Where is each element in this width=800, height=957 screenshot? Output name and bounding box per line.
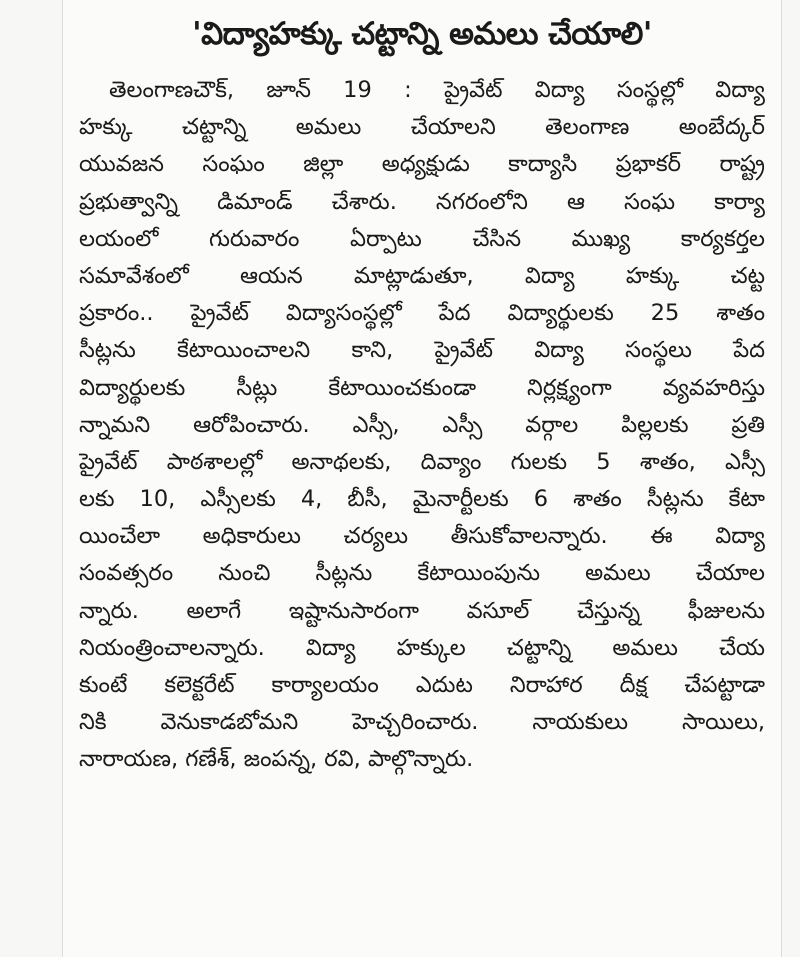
- article-line: యువజన సంఘం జిల్లా అధ్యక్షుడు కాద్యాసి ప్రభాకర్ రాష్ట్ర: [79, 151, 765, 178]
- article-line: ప్రభుత్వాన్ని డిమాండ్ చేశారు. నగరంలోని ఆ సంఘ కార్యా: [79, 188, 765, 215]
- article-line: విద్యార్థులకు సీట్లు కేటాయించకుండా నిర్లక్ష్యంగా వ్యవహరిస్తు: [79, 374, 765, 401]
- article-line: లకు 10, ఎస్సీలకు 4, బీసీ, మైనార్టీలకు 6 శాతం సీట్లను కేటా: [79, 486, 765, 513]
- article-line: లయంలో గురువారం ఏర్పాటు చేసిన ముఖ్య కార్యకర్తల: [79, 225, 765, 252]
- article-line: యించేలా అధికారులు చర్యలు తీసుకోవాలన్నారు. ఈ విద్యా: [79, 523, 765, 550]
- article-line: ప్రైవేట్ పాఠశాలల్లో అనాథలకు, దివ్యాం గులకు 5 శాతం, ఎస్సీ: [79, 448, 765, 475]
- article-line: న్నారు. అలాగే ఇష్టానుసారంగా వసూల్ చేస్తున్న ఫీజులను: [79, 597, 765, 624]
- news-clipping: [62, 0, 782, 957]
- article-line: నికి వెనుకాడబోమని హెచ్చరించారు. నాయకులు సాయిలు,: [79, 709, 765, 736]
- article-line: న్నామని ఆరోపించారు. ఎస్సీ, ఎస్సీ వర్గాల పిల్లలకు ప్రతి: [79, 411, 765, 438]
- article-line: నియంత్రించాలన్నారు. విద్యా హక్కుల చట్టాన్ని అమలు చేయ: [79, 634, 765, 661]
- article-line: సమావేశంలో ఆయన మాట్లాడుతూ, విద్యా హక్కు చట్ట: [79, 262, 765, 289]
- article-line: సీట్లను కేటాయించాలని కాని, ప్రైవేట్ విద్యా సంస్థలు పేద: [79, 337, 765, 364]
- article-line: నారాయణ, గణేశ్, జంపన్న, రవి, పాల్గొన్నారు.: [79, 746, 474, 773]
- article-line: ప్రకారం.. ప్రైవేట్ విద్యాసంస్థల్లో పేద విద్యార్థులకు 25 శాతం: [79, 300, 765, 327]
- article-body: [79, 72, 765, 779]
- article-line: సంవత్సరం నుంచి సీట్లను కేటాయింపును అమలు చేయాల: [79, 560, 765, 587]
- article-line: కుంటే కలెక్టరేట్ కార్యాలయం ఎదుట నిరాహార దీక్ష చేపట్టాడా: [79, 672, 765, 698]
- article-line: హక్కు చట్టాన్ని అమలు చేయాలని తెలంగాణ అంబేద్కర్: [79, 114, 765, 141]
- article-line: తెలంగాణచౌక్, జూన్ 19 : ప్రైవేట్ విద్యా సంస్థల్లో విద్యా: [109, 77, 765, 103]
- headline: 'విద్యాహక్కు చట్టాన్ని అమలు చేయాలి': [192, 16, 652, 52]
